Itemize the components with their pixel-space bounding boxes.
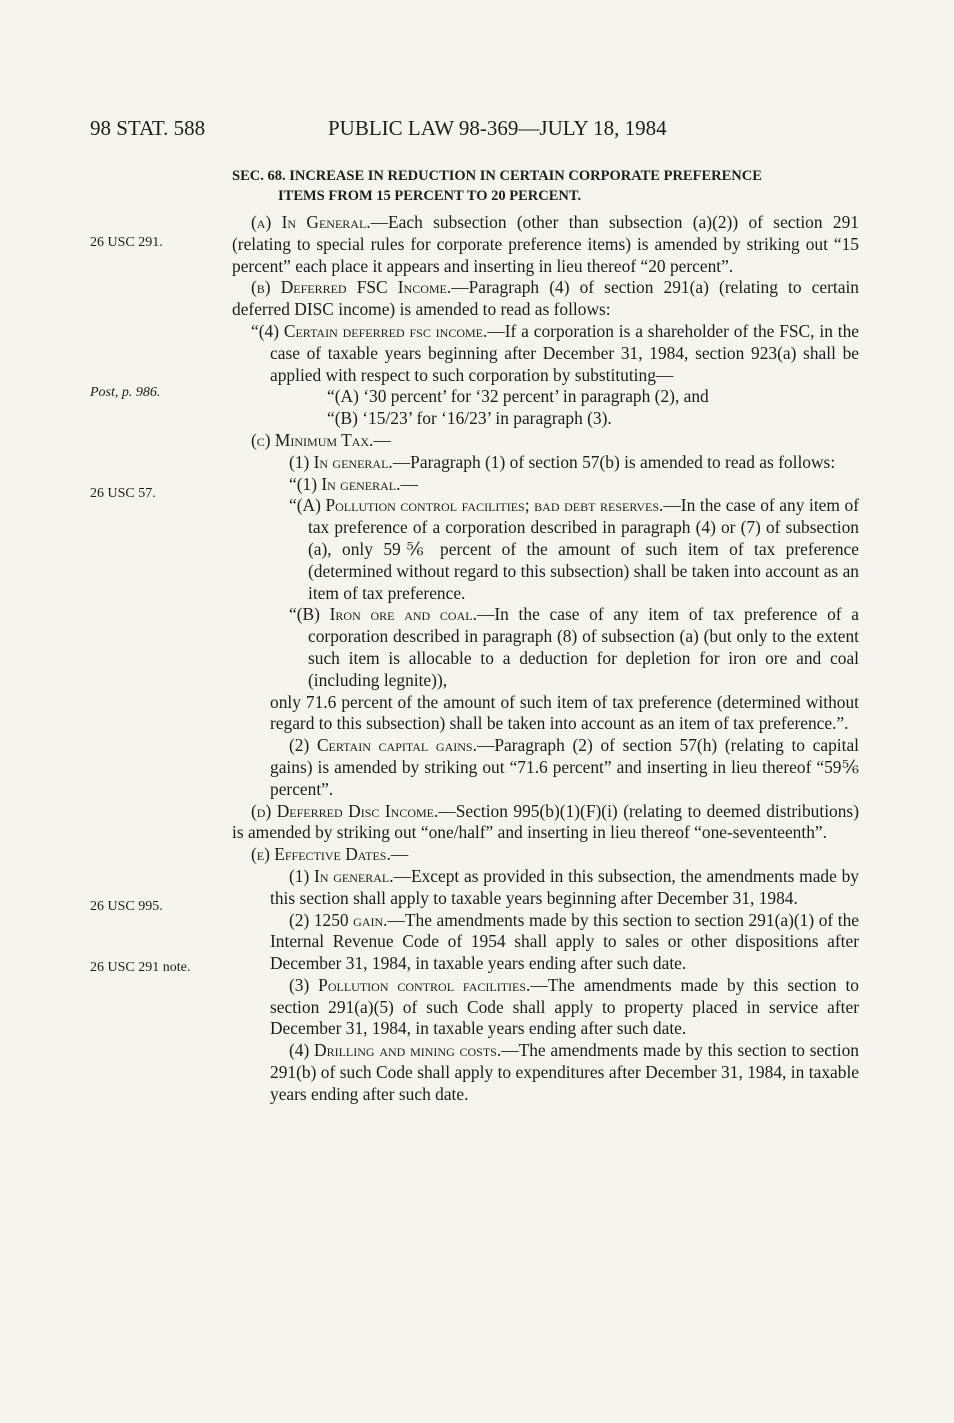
paragraph-b4-a: “(A) ‘30 percent’ for ‘32 percent’ in paragraph (2), and xyxy=(327,386,709,407)
paragraph-c1-text: —Paragraph (1) of section 57(b) is amended to read as follows: xyxy=(392,451,836,472)
paragraph-d xyxy=(232,801,859,845)
section-body xyxy=(232,166,859,1106)
margin-note-26-usc-291: 26 USC 291. xyxy=(90,235,163,250)
paragraph-c1-quote xyxy=(232,474,859,496)
page-header xyxy=(90,116,870,148)
law-title: PUBLIC LAW 98-369—JULY 18, 1984 xyxy=(328,116,667,140)
paragraph-e3-text: —The amendments made by this section to section 291(a)(5) of such Code shall apply to property placed in service after December 31, 1984, in taxable years ending after such date. xyxy=(270,974,860,1039)
paragraph-e2-text: —The amendments made by this section to section 291(a)(1) of the Internal Revenue Code of 1954 shall apply to sales or other dispositions after December 31, 1984, in taxable years ending after such date. xyxy=(270,909,859,974)
section-title-line1: SEC. 68. INCREASE IN REDUCTION IN CERTAIN CORPORATE PREFERENCE xyxy=(232,168,762,184)
paragraph-c1-quote-dash: — xyxy=(400,473,418,494)
paragraph-c1-a-text: —In the case of any item of tax preference of a corporation described in paragraph (4) or (7) of subsection (a), only 59⅚ percent of the amount of such item of tax preference (determined without regard to this subsection) shall be taken into account as an item of tax preference. xyxy=(308,495,859,603)
paragraph-c1-quote-heading: “(1) In general. xyxy=(289,473,401,494)
paragraph-e xyxy=(232,844,859,866)
paragraph-b4-b: “(B) ‘15/23’ for ‘16/23’ in paragraph (3). xyxy=(327,408,612,429)
section-title xyxy=(232,166,859,206)
paragraph-e1-text: —Except as provided in this subsection, the amendments made by this section shall apply to taxable years beginning after December 31, 1984. xyxy=(270,865,859,908)
paragraph-b4-heading: “(4) Certain deferred fsc income. xyxy=(251,320,488,341)
paragraph-e3-heading: (3) Pollution control facilities. xyxy=(289,974,531,995)
paragraph-c-heading: (c) Minimum Tax. xyxy=(251,429,374,450)
paragraph-d-heading: (d) Deferred Disc Income. xyxy=(251,800,439,821)
margin-note-26-usc-57: 26 USC 57. xyxy=(90,486,156,501)
paragraph-e1 xyxy=(232,866,859,910)
paragraph-c2-heading: (2) Certain capital gains. xyxy=(289,735,477,756)
paragraph-b4-text: —If a corporation is a shareholder of the FSC, in the case of taxable years beginning after December 31, 1984, section 923(a) shall be applied with respect to such corporation by substituting— xyxy=(270,320,859,385)
paragraph-e4 xyxy=(232,1040,859,1105)
paragraph-e2 xyxy=(232,910,859,975)
paragraph-c1-tail: only 71.6 percent of the amount of such item of tax preference (determined without regard to this subsection) shall be taken into account as an item of tax preference.”. xyxy=(270,691,859,734)
paragraph-e4-heading: (4) Drilling and mining costs. xyxy=(289,1040,502,1061)
paragraph-c1-a-heading: “(A) Pollution control facilities; bad debt reserves. xyxy=(289,495,664,516)
paragraph-c1-heading: (1) In general. xyxy=(289,451,393,472)
paragraph-c1-b-text: —In the case of any item of tax preference of a corporation described in paragraph (8) of subsection (a) (but only to the extent such item is allocable to a deduction for depletion for iron ore and coal (including legnite)), xyxy=(308,604,860,690)
paragraph-e3 xyxy=(232,975,859,1040)
paragraph-e-dash: — xyxy=(390,844,409,865)
paragraph-b4 xyxy=(232,321,859,386)
paragraph-c1-b xyxy=(232,604,859,691)
section-title-line2: ITEMS FROM 15 PERCENT TO 20 PERCENT. xyxy=(278,188,582,204)
paragraph-a xyxy=(232,212,859,277)
paragraph-c2-text: —Paragraph (2) of section 57(h) (relating to capital gains) is amended by striking out “71.6 percent” and inserting in lieu thereof “59⅚ percent”. xyxy=(270,735,860,799)
paragraph-b-text: —Paragraph (4) of section 291(a) (relating to certain deferred DISC income) is amended to read as follows: xyxy=(232,277,859,320)
paragraph-b xyxy=(232,277,859,321)
paragraph-c1 xyxy=(232,452,859,474)
paragraph-c xyxy=(232,430,859,452)
paragraph-c1-b-heading: “(B) Iron ore and coal. xyxy=(289,604,477,625)
paragraph-d-text: —Section 995(b)(1)(F)(i) (relating to deemed distributions) is amended by striking out “one/half” and inserting in lieu thereof “one-seventeenth”. xyxy=(232,800,859,843)
paragraph-c-dash: — xyxy=(373,429,391,450)
paragraph-e2-heading: (2) 1250 gain. xyxy=(289,909,388,930)
paragraph-a-text: —Each subsection (other than subsection (a)(2)) of section 291 (relating to special rules for corporate preference items) is amended by striking out “15 percent” each place it appears and inserting in lieu thereof “20 percent”. xyxy=(232,212,859,276)
paragraph-e-heading: (e) Effective Dates. xyxy=(251,844,391,865)
margin-note-26-usc-995: 26 USC 995. xyxy=(90,899,163,914)
paragraph-c2 xyxy=(232,735,859,800)
paragraph-c1-a xyxy=(232,495,859,604)
paragraph-a-heading: (a) In General. xyxy=(251,212,371,232)
margin-note-post-p-986: Post, p. 986. xyxy=(90,385,161,400)
stat-reference: 98 STAT. 588 xyxy=(90,116,206,140)
margin-note-26-usc-291-note: 26 USC 291 note. xyxy=(90,960,191,975)
paragraph-b-heading: (b) Deferred FSC Income. xyxy=(251,277,452,298)
paragraph-e1-heading: (1) In general. xyxy=(289,865,394,886)
paragraph-e4-text: —The amendments made by this section to section 291(b) of such Code shall apply to expenditures after December 31, 1984, in taxable years ending after such date. xyxy=(270,1040,859,1104)
